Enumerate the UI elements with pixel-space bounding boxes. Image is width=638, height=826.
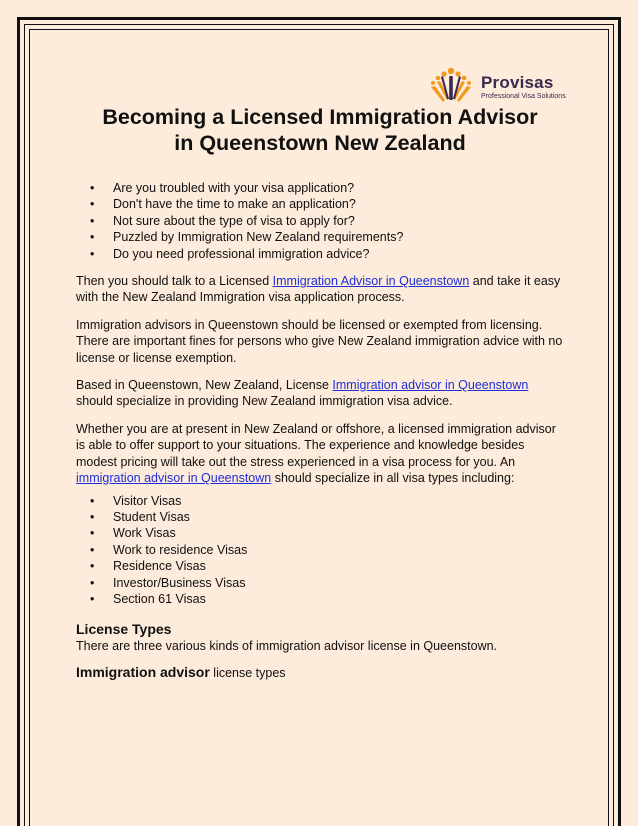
logo-name: Provisas bbox=[481, 73, 554, 92]
title-line-1: Becoming a Licensed Immigration Advisor bbox=[102, 105, 538, 129]
license-types-text: There are three various kinds of immigration advisor license in Queenstown. bbox=[76, 638, 498, 653]
questions-list bbox=[76, 180, 566, 262]
list-item: • Puzzled by Immigration New Zealand requirements? bbox=[113, 229, 566, 245]
logo-tagline: Professional Visa Solutions bbox=[481, 93, 566, 100]
list-item: • Residence Visas bbox=[113, 558, 566, 574]
list-item: • Work Visas bbox=[113, 525, 566, 541]
paragraph-licensing: Immigration advisors in Queenstown should be licensed or exempted from licensing. There are important fines for persons who give New Zealand immigration advice with no license or license exemption. bbox=[76, 317, 563, 365]
paragraph-based-in: Based in Queenstown, New Zealand, License Immigration advisor in Queenstown should specialize in providing New Zealand immigration visa advice. bbox=[76, 378, 529, 409]
immigration-advisor-link-3[interactable]: immigration advisor in Queenstown bbox=[76, 471, 272, 486]
paragraph-whether: Whether you are at present in New Zealand or offshore, a licensed immigration advisor is able to offer support to your situations. The experience and knowledge besides modest pricing will take out the stress experienced in a visa process for you. An immigration advisor in Queenstown should specialize in all visa types including: bbox=[76, 421, 556, 486]
list-item: • Do you need professional immigration advice? bbox=[113, 246, 566, 262]
advisor-license-heading: Immigration advisor license types bbox=[76, 664, 286, 681]
list-item: • Visitor Visas bbox=[113, 493, 566, 509]
list-item: • Don't have the time to make an application? bbox=[113, 196, 566, 212]
list-item: • Student Visas bbox=[113, 509, 566, 525]
list-item: • Not sure about the type of visa to apply for? bbox=[113, 213, 566, 229]
provisas-crown-icon bbox=[425, 66, 477, 108]
title-line-2: in Queenstown New Zealand bbox=[174, 131, 466, 155]
list-item: • Work to residence Visas bbox=[113, 542, 566, 558]
list-item: • Are you troubled with your visa application? bbox=[113, 180, 566, 196]
license-types-heading: License Types bbox=[76, 621, 172, 638]
page-title bbox=[60, 104, 580, 156]
immigration-advisor-link-2[interactable]: Immigration advisor in Queenstown bbox=[332, 378, 529, 393]
list-item: • Section 61 Visas bbox=[113, 591, 566, 607]
paragraph-intro: Then you should talk to a Licensed Immigration Advisor in Queenstown and take it easy with the New Zealand Immigration visa application process. bbox=[76, 274, 561, 305]
list-item: • Investor/Business Visas bbox=[113, 575, 566, 591]
document-body bbox=[76, 180, 566, 682]
immigration-advisor-link-1[interactable]: Immigration Advisor in Queenstown bbox=[272, 274, 470, 289]
visa-types-list bbox=[76, 493, 566, 608]
